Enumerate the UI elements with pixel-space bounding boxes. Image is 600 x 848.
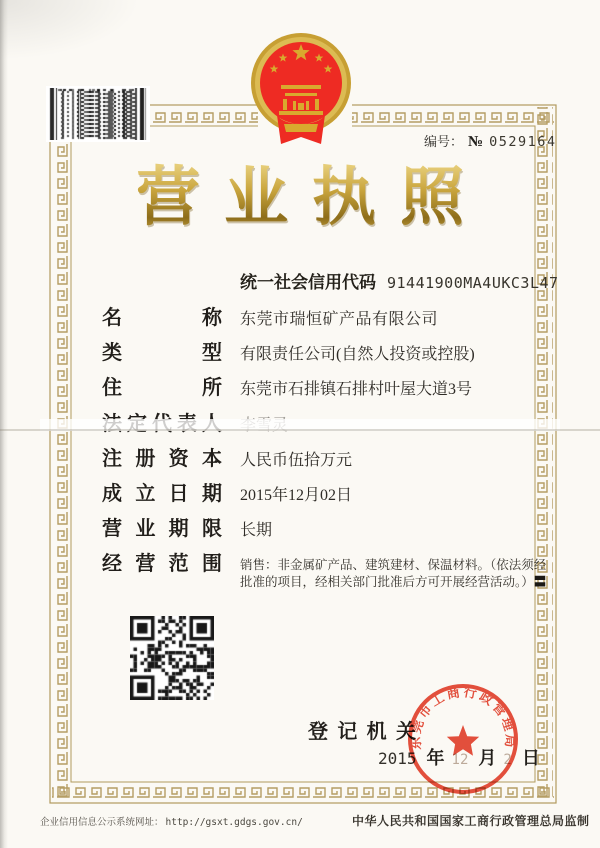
date-month: 12 [451,752,469,768]
field-label: 名称 [102,307,222,329]
barcode [46,86,150,142]
registrar-label: 登记机关 [308,721,416,743]
field-row-address [102,376,560,401]
field-value: 东莞市石排镇石排村叶屋大道3号 [240,381,473,399]
field-value [240,552,558,591]
field-label: 类型 [102,342,222,365]
seal-text: 东莞市工商行政管理局 [407,684,519,751]
field-value: 2015年12月02日 [240,486,353,504]
license-fields [102,306,560,601]
field-label: 营业期限 [102,518,222,541]
footer-url-value: http://gsxt.gdgs.gov.cn/ [165,817,303,828]
field-value: 东莞市瑞恒矿产品有限公司 [240,311,439,328]
field-row-scope [102,552,560,591]
scan-crease-line [0,429,600,431]
qr-code [130,616,214,700]
date-year: 2015 [378,749,417,768]
field-label: 住所 [102,377,222,400]
scan-edge-shadow [0,0,8,848]
field-value: 有限责任公司(自然人投资或控股) [240,346,475,364]
field-row-type [102,341,560,366]
official-seal [405,681,521,797]
date-month-unit: 月 [478,748,497,768]
field-row-term [102,517,560,542]
footer-publicity-url [40,814,303,828]
national-emblem-icon [244,28,358,154]
field-label: 经营范围 [102,553,222,576]
credit-code-value: 91441900MA4UKC3L47 [387,274,559,292]
field-label: 注册资本 [102,447,222,470]
field-row-capital [102,447,560,472]
field-row-name [102,306,560,331]
date-year-unit: 年 [426,748,445,768]
field-value: 长期 [240,522,273,540]
field-row-establish-date [102,482,560,507]
date-day: 2 [503,752,512,768]
serial-label: 编号： [424,135,464,150]
credit-code-label: 统一社会信用代码 [240,273,376,292]
footer-issuer: 中华人民共和国国家工商行政管理总局监制 [352,814,590,828]
scope-end-mark: 〓 [533,574,547,590]
serial-number: 0529164 [489,134,557,150]
seal-star-icon [447,725,479,756]
date-day-unit: 日 [521,748,540,768]
footer-url-label: 企业信用信息公示系统网址： [40,818,164,828]
credit-code-row [240,268,559,293]
field-label: 成立日期 [102,482,222,505]
license-title: 营业执照 [0,163,600,233]
scope-text: 销售：非金属矿产品、建筑建材、保温材料。（依法须经批准的项目，经相关部门批准后方可开展经营活动。） [240,558,547,590]
numero-sign: № [468,134,484,150]
field-value: 人民币伍拾万元 [240,451,353,469]
scan-corner-shadow [0,0,140,60]
serial-number-row [424,131,557,151]
